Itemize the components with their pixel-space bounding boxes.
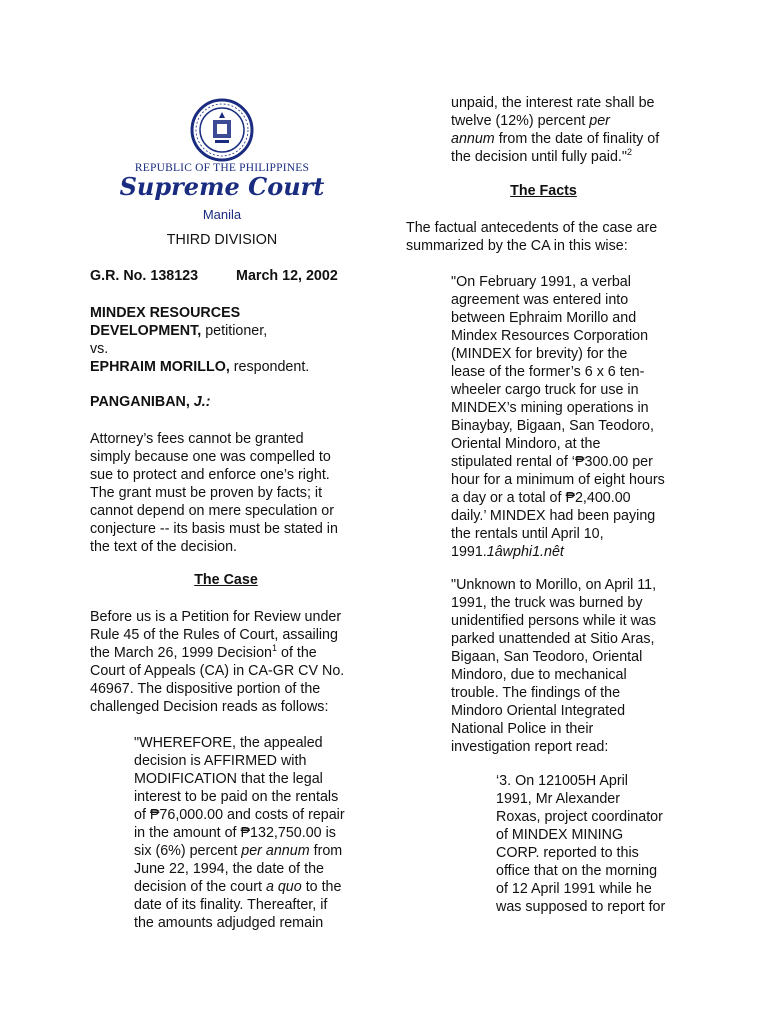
quote-line: was supposed to report for (496, 899, 666, 915)
ponente (90, 394, 360, 410)
quote-line: June 22, 1994, the date of the (134, 861, 324, 877)
quote-line: between Ephraim Morillo and (451, 310, 637, 326)
quote-line: Binaybay, Bigaan, San Teodoro, (451, 418, 654, 434)
quote-part-italic: per (589, 113, 610, 129)
quote-line: MODIFICATION that the legal (134, 771, 323, 787)
case-line-part: of the (277, 645, 317, 661)
quote-line (451, 112, 691, 130)
quote-line (451, 130, 691, 148)
quote-line: the rentals until April 10, (451, 526, 604, 542)
quote-line: a day or a total of ₱2,400.00 (451, 490, 631, 506)
facts-line: The factual antecedents of the case are (406, 220, 658, 236)
quote-line: trouble. The findings of the (451, 685, 621, 701)
quote-line: office that on the morning (496, 863, 658, 879)
quote-line: wheeler cargo truck for use in (451, 382, 639, 398)
quote-line: parked unattended at Sitio Aras, (451, 631, 655, 647)
syllabus-line: cannot depend on mere speculation or (90, 503, 335, 519)
police-report-quote (496, 772, 696, 916)
case-line: Rule 45 of the Rules of Court, assailing (90, 627, 338, 643)
quote-part: from the date of finality of (494, 131, 660, 147)
supreme-court-seal (190, 98, 254, 162)
division-title: THIRD DIVISION (166, 232, 278, 248)
syllabus-paragraph (90, 430, 362, 556)
footnote-ref-1[interactable]: 1 (272, 643, 278, 654)
quote-line: 1991, Mr Alexander (496, 791, 620, 807)
quote-part-italic: per annum (241, 843, 310, 859)
quote-line: "WHEREFORE, the appealed (134, 735, 323, 751)
quote-line: of MINDEX MINING (496, 827, 624, 843)
quote-line: decision is AFFIRMED with (134, 753, 307, 769)
quote-line: (MINDEX for brevity) for the (451, 346, 628, 362)
case-line: challenged Decision reads as follows: (90, 699, 329, 715)
quote-line: hour for a minimum of eight hours (451, 472, 665, 488)
quote-line (134, 842, 366, 860)
quote-line: of ₱76,000.00 and costs of repair (134, 807, 345, 823)
quote-part: twelve (12%) percent (451, 113, 590, 129)
quote-line: ‘3. On 121005H April (496, 773, 628, 789)
quote-line: National Police in their (451, 721, 594, 737)
the-facts-heading: The Facts (510, 183, 577, 199)
quote-part: six (6%) percent (134, 843, 242, 859)
quote-line: Roxas, project coordinator (496, 809, 663, 825)
the-case-heading: The Case (194, 572, 258, 588)
case-date: March 12, 2002 (236, 268, 338, 284)
quote-line: unidentified persons while it was (451, 613, 657, 629)
quote-line: investigation report read: (451, 739, 609, 755)
case-line: 46967. The dispositive portion of the (90, 681, 321, 697)
facts-line: summarized by the CA in this wise: (406, 238, 628, 254)
quote-line: daily.’ MINDEX had been paying (451, 508, 656, 524)
court-name: Supreme Court (119, 172, 325, 201)
quote-line: "Unknown to Morillo, on April 11, (451, 577, 657, 593)
quote-line: unpaid, the interest rate shall be (451, 95, 655, 111)
petitioner-role: petitioner, (201, 323, 268, 339)
quote-part: to the (301, 879, 342, 895)
syllabus-line: simply because one was compelled to (90, 449, 331, 465)
petitioner-line2 (90, 322, 360, 340)
quote-watermark-text: 1âwphi1.nêt (486, 544, 564, 560)
quote-part-italic: annum (451, 131, 495, 147)
quote-line (451, 148, 691, 166)
syllabus-line: The grant must be proven by facts; it (90, 485, 323, 501)
syllabus-line: conjecture -- its basis must be stated in (90, 521, 338, 537)
footnote-ref-2[interactable]: 2 (626, 147, 632, 158)
quote-line: interest to be paid on the rentals (134, 789, 339, 805)
quote-part-italic: a quo (265, 879, 302, 895)
case-number-line (90, 268, 360, 284)
quote-line: the amounts adjudged remain (134, 915, 324, 931)
quote-part: 1991. (451, 544, 487, 560)
syllabus-line: sue to protect and enforce one’s right. (90, 467, 330, 483)
case-line (90, 644, 362, 662)
respondent-role: respondent. (229, 359, 310, 375)
case-line-part: the March 26, 1999 Decision (90, 645, 272, 661)
versus: vs. (90, 341, 109, 357)
ponente-name: PANGANIBAN, (90, 394, 194, 410)
quote-line: 1991, the truck was burned by (451, 595, 643, 611)
court-city: Manila (202, 207, 242, 222)
quote-line (134, 878, 366, 896)
quote-part: decision of the court (134, 879, 266, 895)
quote-line: "On February 1991, a verbal (451, 274, 631, 290)
quote-line: lease of the former’s 6 x 6 ten- (451, 364, 645, 380)
quote-line: CORP. reported to this (496, 845, 639, 861)
quote-line: stipulated rental of ‘₱300.00 per (451, 454, 653, 470)
respondent-line (90, 358, 360, 376)
ponente-title: J.: (193, 394, 211, 410)
syllabus-line: the text of the decision. (90, 539, 238, 555)
quote-line: Bigaan, San Teodoro, Oriental (451, 649, 643, 665)
petitioner-name-line2: DEVELOPMENT, (90, 323, 202, 339)
dispositive-quote-continued (451, 94, 691, 166)
facts-quote-2 (451, 576, 691, 756)
quote-line: in the amount of ₱132,750.00 is (134, 825, 336, 841)
dispositive-quote (134, 734, 366, 932)
case-number: G.R. No. 138123 (90, 268, 199, 284)
quote-line: agreement was entered into (451, 292, 629, 308)
quote-line: Mindoro Oriental Integrated (451, 703, 626, 719)
syllabus-line: Attorney’s fees cannot be granted (90, 431, 304, 447)
quote-line: MINDEX’s mining operations in (451, 400, 649, 416)
quote-line: Oriental Mindoro, at the (451, 436, 601, 452)
quote-line: Mindex Resources Corporation (451, 328, 649, 344)
case-line: Court of Appeals (CA) in CA-GR CV No. (90, 663, 345, 679)
quote-part: the decision until fully paid." (451, 149, 627, 165)
quote-part: from (309, 843, 343, 859)
facts-intro (406, 219, 686, 255)
case-paragraph (90, 608, 362, 716)
petitioner-name-line1: MINDEX RESOURCES (90, 305, 241, 321)
quote-line: of 12 April 1991 while he (496, 881, 652, 897)
republic-header: REPUBLIC OF THE PHILIPPINES (134, 162, 310, 174)
parties-block (90, 304, 360, 376)
respondent-name: EPHRAIM MORILLO, (90, 359, 230, 375)
quote-line: date of its finality. Thereafter, if (134, 897, 328, 913)
case-line: Before us is a Petition for Review under (90, 609, 342, 625)
facts-quote-1 (451, 273, 691, 561)
quote-line: Mindoro, due to mechanical (451, 667, 627, 683)
quote-line (451, 543, 691, 561)
